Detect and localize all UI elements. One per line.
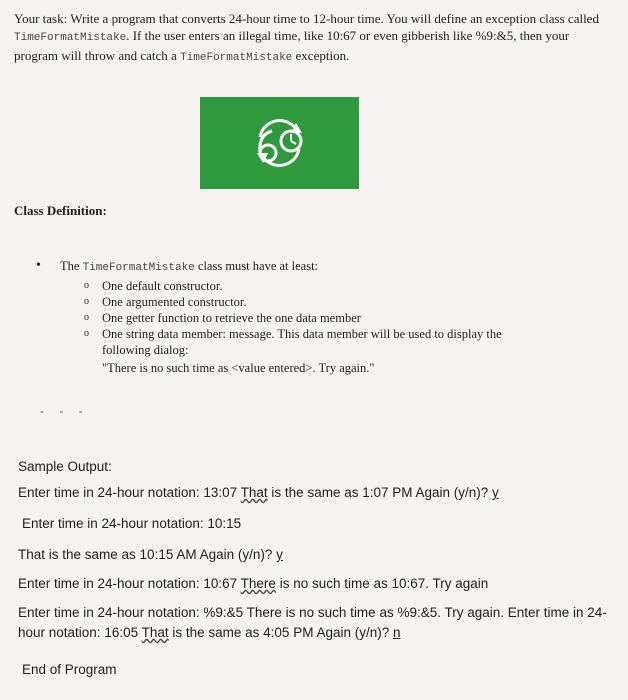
list-item-text: One default constructor.	[102, 279, 223, 293]
list-item-text: One argumented constructor.	[102, 295, 247, 309]
task-end: exception.	[295, 48, 350, 63]
dialog-text: "There is no such time as <value entered>. Try again."	[102, 361, 375, 375]
end-of-program: End of Program	[22, 662, 117, 677]
sample-line-answer: y	[276, 547, 283, 562]
class-definition-title: Class Definition:	[14, 203, 107, 218]
circle-bullet-icon: o	[84, 280, 89, 291]
sample-line-answer: y	[492, 485, 499, 500]
class-name-code-2: TimeFormatMistake	[180, 52, 293, 64]
sample-line-text: Enter time in 24-hour notation: 10:15	[22, 516, 242, 531]
sample-output-title: Sample Output:	[18, 459, 112, 474]
sample-line	[18, 545, 618, 565]
sample-line-answer: n	[392, 625, 401, 640]
sample-line-text: That is the same as 10:15 AM Again (y/n)?	[18, 547, 277, 562]
sample-line-text: Enter time in 24-hour notation: %9:&5 There is no such time as %9:&5. Try again. Enter time in 24-hour notation: 16:05	[18, 605, 607, 640]
sample-line-underlined: There	[240, 576, 276, 591]
list-item-text: One getter function to retrieve the one data member	[102, 311, 361, 325]
sample-line	[18, 603, 610, 643]
class-name-code: TimeFormatMistake	[14, 32, 127, 44]
bullet-suffix: class must have at least:	[197, 259, 319, 273]
circle-bullet-icon: o	[84, 296, 89, 307]
sample-line	[18, 574, 618, 594]
time-conversion-banner	[200, 97, 359, 189]
sample-line-underlined: That	[141, 625, 169, 640]
sample-line	[18, 483, 618, 503]
circle-bullet-icon: o	[84, 328, 89, 339]
bullet-dot: •	[36, 258, 41, 273]
task-description	[14, 10, 614, 67]
sample-line-text: Enter time in 24-hour notation: 10:67	[18, 576, 241, 591]
sample-line-underlined: That	[240, 485, 268, 500]
sample-line-text: Enter time in 24-hour notation: 13:07	[18, 485, 241, 500]
sample-line-rest: is the same as 1:07 PM Again (y/n)?	[267, 485, 493, 500]
bullet-prefix: The	[60, 259, 80, 273]
task-mid: . If the user enters an illegal time, like 10:67 or even gibberish like %9:&5, then your program will throw and catch a	[14, 28, 570, 63]
clock-arrows-icon	[200, 97, 359, 189]
task-intro: Your task: Write a program that converts 24-hour time to 12-hour time. You will define an exception class called	[14, 11, 599, 26]
separator: - - -	[40, 404, 89, 418]
bullet-class-name: TimeFormatMistake	[82, 262, 195, 274]
sample-line-rest: is the same as 4:05 PM Again (y/n)?	[168, 625, 393, 640]
list-item-text: One string data member: message. This data member will be used to display the following dialog:	[102, 327, 502, 357]
sample-line-rest: is no such time as 10:67. Try again	[275, 576, 489, 591]
circle-bullet-icon: o	[84, 312, 89, 323]
sample-line	[22, 514, 622, 534]
bullet-text	[60, 258, 318, 276]
